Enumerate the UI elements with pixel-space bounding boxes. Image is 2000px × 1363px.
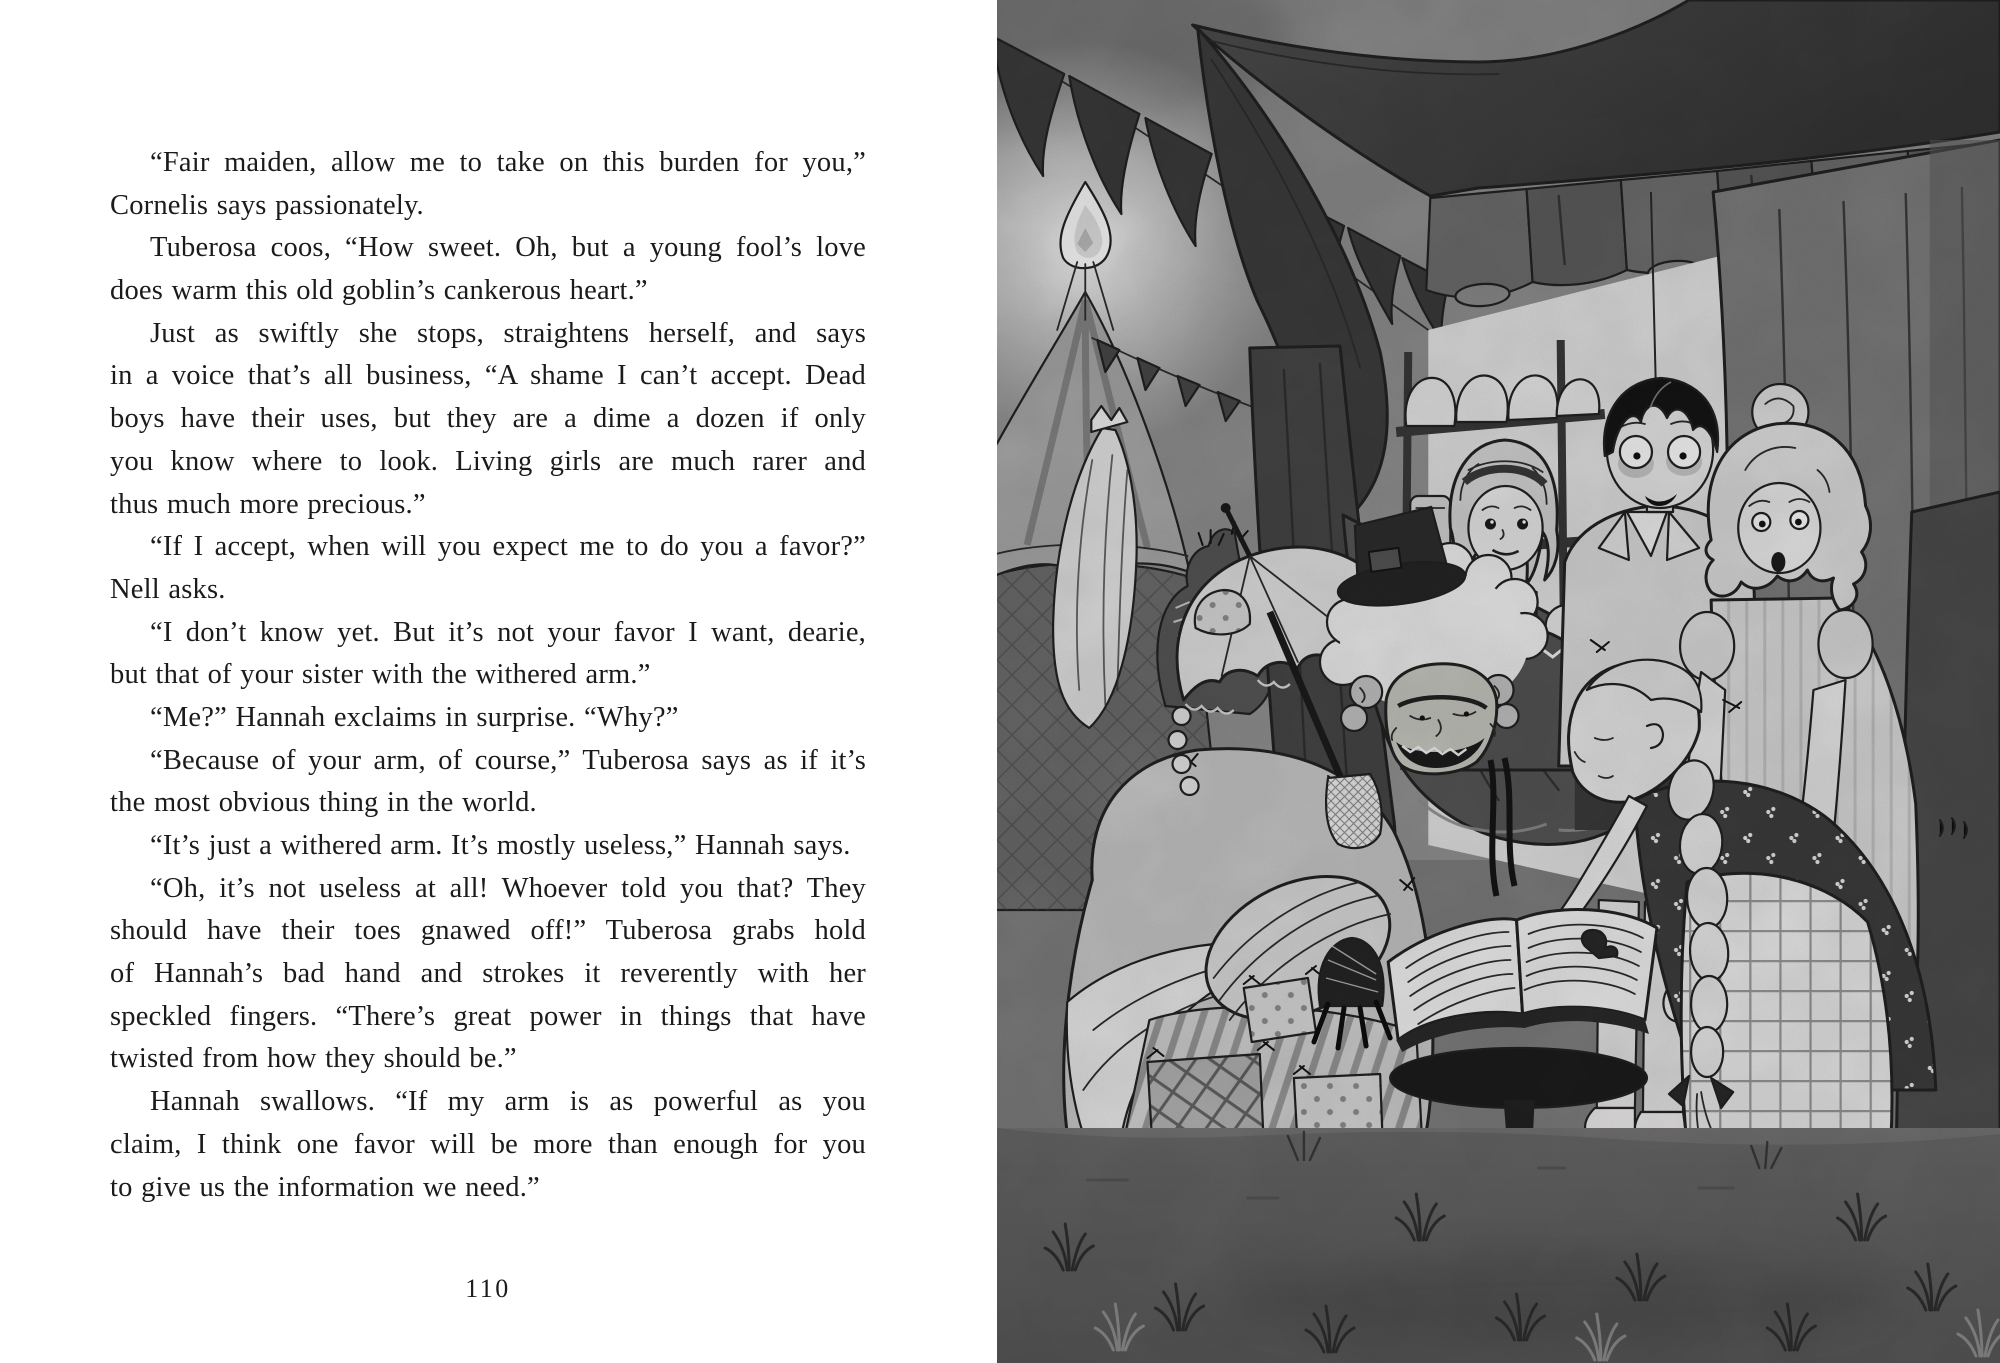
text-line: Just as swiftly she stops, straightens herself, and says — [150, 317, 866, 349]
text-line: “I don’t know yet. But it’s not your favor I want, dearie, — [150, 616, 866, 648]
text-line: Cornelis says passionately. — [110, 189, 424, 221]
text-line: thus much more precious.” — [110, 488, 426, 520]
text-line: Tuberosa coos, “How sweet. Oh, but a young fool’s love — [150, 232, 866, 264]
text-line: should have their toes gnawed off!” Tuberosa grabs hold — [110, 915, 866, 947]
text-line: claim, I think one favor will be more than enough for you — [110, 1128, 866, 1160]
body-text — [110, 142, 866, 1209]
text-line: of Hannah’s bad hand and strokes it reverently with her — [110, 958, 866, 990]
text-line: “Because of your arm, of course,” Tuberosa says as if it’s — [150, 744, 866, 776]
illustration-svg — [997, 0, 2000, 1363]
text-line: Hannah swallows. “If my arm is as powerful as you — [150, 1086, 866, 1118]
text-line: the most obvious thing in the world. — [110, 787, 537, 819]
text-line: boys have their uses, but they are a dime a dozen if only — [110, 403, 866, 435]
text-line: but that of your sister with the withered arm.” — [110, 659, 651, 691]
page-number: 110 — [465, 1274, 511, 1303]
text-line: “If I accept, when will you expect me to do you a favor?” — [150, 531, 866, 563]
text-line: “Fair maiden, allow me to take on this burden for you,” — [150, 147, 866, 178]
text-line: Nell asks. — [110, 573, 226, 605]
text-line: twisted from how they should be.” — [110, 1043, 517, 1075]
text-line: “Oh, it’s not useless at all! Whoever told you that? They — [150, 872, 866, 904]
text-line: “Me?” Hannah exclaims in surprise. “Why?” — [150, 701, 679, 733]
text-line: to give us the information we need.” — [110, 1171, 540, 1203]
text-line: “It’s just a withered arm. It’s mostly useless,” Hannah says. — [150, 830, 851, 861]
text-line: in a voice that’s all business, “A shame I can’t accept. Dead — [110, 360, 866, 392]
text-line: speckled fingers. “There’s great power in things that have — [110, 1000, 866, 1032]
text-line: does warm this old goblin’s cankerous heart.” — [110, 275, 648, 307]
illustration — [997, 0, 2000, 1363]
text-line: you know where to look. Living girls are much rarer and — [110, 445, 866, 477]
paper-texture — [997, 0, 2000, 1363]
